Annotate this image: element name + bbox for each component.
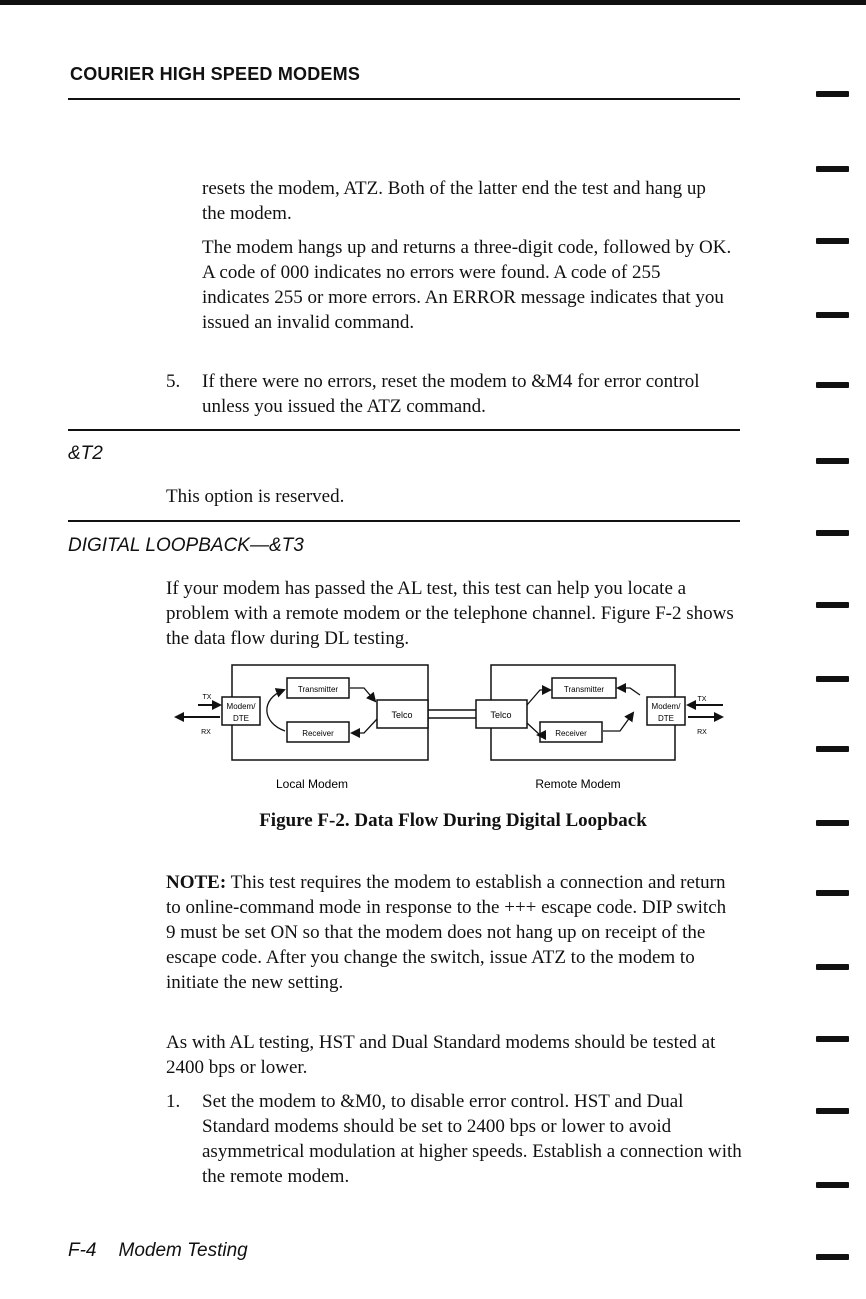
margin-tick xyxy=(816,238,849,244)
margin-tick xyxy=(816,602,849,608)
step-5-number: 5. xyxy=(166,371,181,392)
figure-caption: Figure F-2. Data Flow During Digital Loopback xyxy=(259,810,647,831)
remote-telco-label: Telco xyxy=(490,710,512,720)
margin-tick xyxy=(816,1108,849,1114)
note-paragraph xyxy=(166,870,736,995)
local-transmitter-label: Transmitter xyxy=(297,685,339,694)
margin-tick xyxy=(816,820,849,826)
remote-receiver-label: Receiver xyxy=(555,729,587,738)
local-modem-caption: Local Modem xyxy=(275,777,349,791)
remote-loopback-to-tx-arrow xyxy=(618,688,640,695)
local-tx-label: TX xyxy=(202,694,212,701)
local-modem-dte-label-2: DTE xyxy=(233,714,249,723)
remote-modem-dte-label-2: DTE xyxy=(658,714,674,723)
remote-modem-caption: Remote Modem xyxy=(535,777,621,791)
running-header: COURIER HIGH SPEED MODEMS xyxy=(70,64,361,84)
margin-tick xyxy=(816,458,849,464)
local-telco-to-rx-arrow xyxy=(352,719,377,733)
top-border xyxy=(0,0,866,5)
margin-tick xyxy=(816,964,849,970)
t2-body: This option is reserved. xyxy=(166,486,345,507)
margin-tick xyxy=(816,1254,849,1260)
footer-section-name: Modem Testing xyxy=(118,1240,248,1261)
remote-rx-label: RX xyxy=(697,729,707,736)
remote-transmitter-label: Transmitter xyxy=(563,685,605,694)
digital-loopback-diagram xyxy=(0,655,866,795)
section-title-t2: &T2 xyxy=(68,443,103,464)
local-telco-label: Telco xyxy=(391,710,413,720)
remote-telco-to-rx-arrow xyxy=(527,723,540,735)
margin-tick xyxy=(816,530,849,536)
t3-intro: If your modem has passed the AL test, this test can help you locate a problem with a remote modem or the telephone channel. Figure F-2 shows the data flow during DL testing. xyxy=(166,578,734,649)
step-1-text: Set the modem to &M0, to disable error control. HST and Dual Standard modems should be set to 2400 bps or lower to avoid asymmetrical modulation at higher speeds. Establish a connection with the remote modem. xyxy=(202,1091,742,1187)
margin-tick xyxy=(816,312,849,318)
section-rule-t3 xyxy=(68,520,740,522)
section-rule-t2 xyxy=(68,429,740,431)
local-receiver-label: Receiver xyxy=(302,729,334,738)
local-tx-to-telco-arrow xyxy=(350,688,375,701)
remote-loopback-up-arrow xyxy=(603,713,633,731)
margin-tick xyxy=(816,676,849,682)
al-testing-paragraph: As with AL testing, HST and Dual Standard modems should be tested at 2400 bps or lower. xyxy=(166,1032,716,1078)
footer-page-number: F-4 xyxy=(68,1240,97,1261)
step-1-number: 1. xyxy=(166,1091,181,1112)
continued-paragraph-1: resets the modem, ATZ. Both of the latter end the test and hang up the modem. xyxy=(202,178,706,224)
margin-tick xyxy=(816,166,849,172)
remote-tx-label: TX xyxy=(697,696,707,703)
margin-tick xyxy=(816,890,849,896)
margin-tick xyxy=(816,746,849,752)
local-loop-curve xyxy=(267,690,285,731)
continued-paragraph-2: The modem hangs up and returns a three-digit code, followed by OK. A code of 000 indicates no errors were found. A code of 255 indicates 255 or more errors. An ERROR message indicates that you issued an invalid command. xyxy=(202,237,732,333)
page-footer xyxy=(68,1240,248,1262)
section-title-t3: DIGITAL LOOPBACK—&T3 xyxy=(68,535,304,556)
note-text: This test requires the modem to establish a connection and return to online-command mode in response to the +++ escape code. DIP switch 9 must be set ON so that the modem does not hang up on receipt of the escape code. After you change the switch, issue ATZ to the modem to initiate the new setting. xyxy=(166,872,727,993)
remote-modem-dte-label-1: Modem/ xyxy=(651,702,681,711)
margin-tick xyxy=(816,1182,849,1188)
header-rule xyxy=(68,98,740,100)
margin-tick xyxy=(816,91,849,97)
step-5-text: If there were no errors, reset the modem to &M4 for error control unless you issued the ATZ command. xyxy=(202,371,700,417)
local-rx-label: RX xyxy=(201,729,211,736)
remote-telco-to-tx-arrow xyxy=(527,690,550,705)
margin-tick xyxy=(816,1036,849,1042)
margin-tick xyxy=(816,382,849,388)
note-label: NOTE: xyxy=(166,872,227,893)
local-modem-dte-label-1: Modem/ xyxy=(226,702,256,711)
